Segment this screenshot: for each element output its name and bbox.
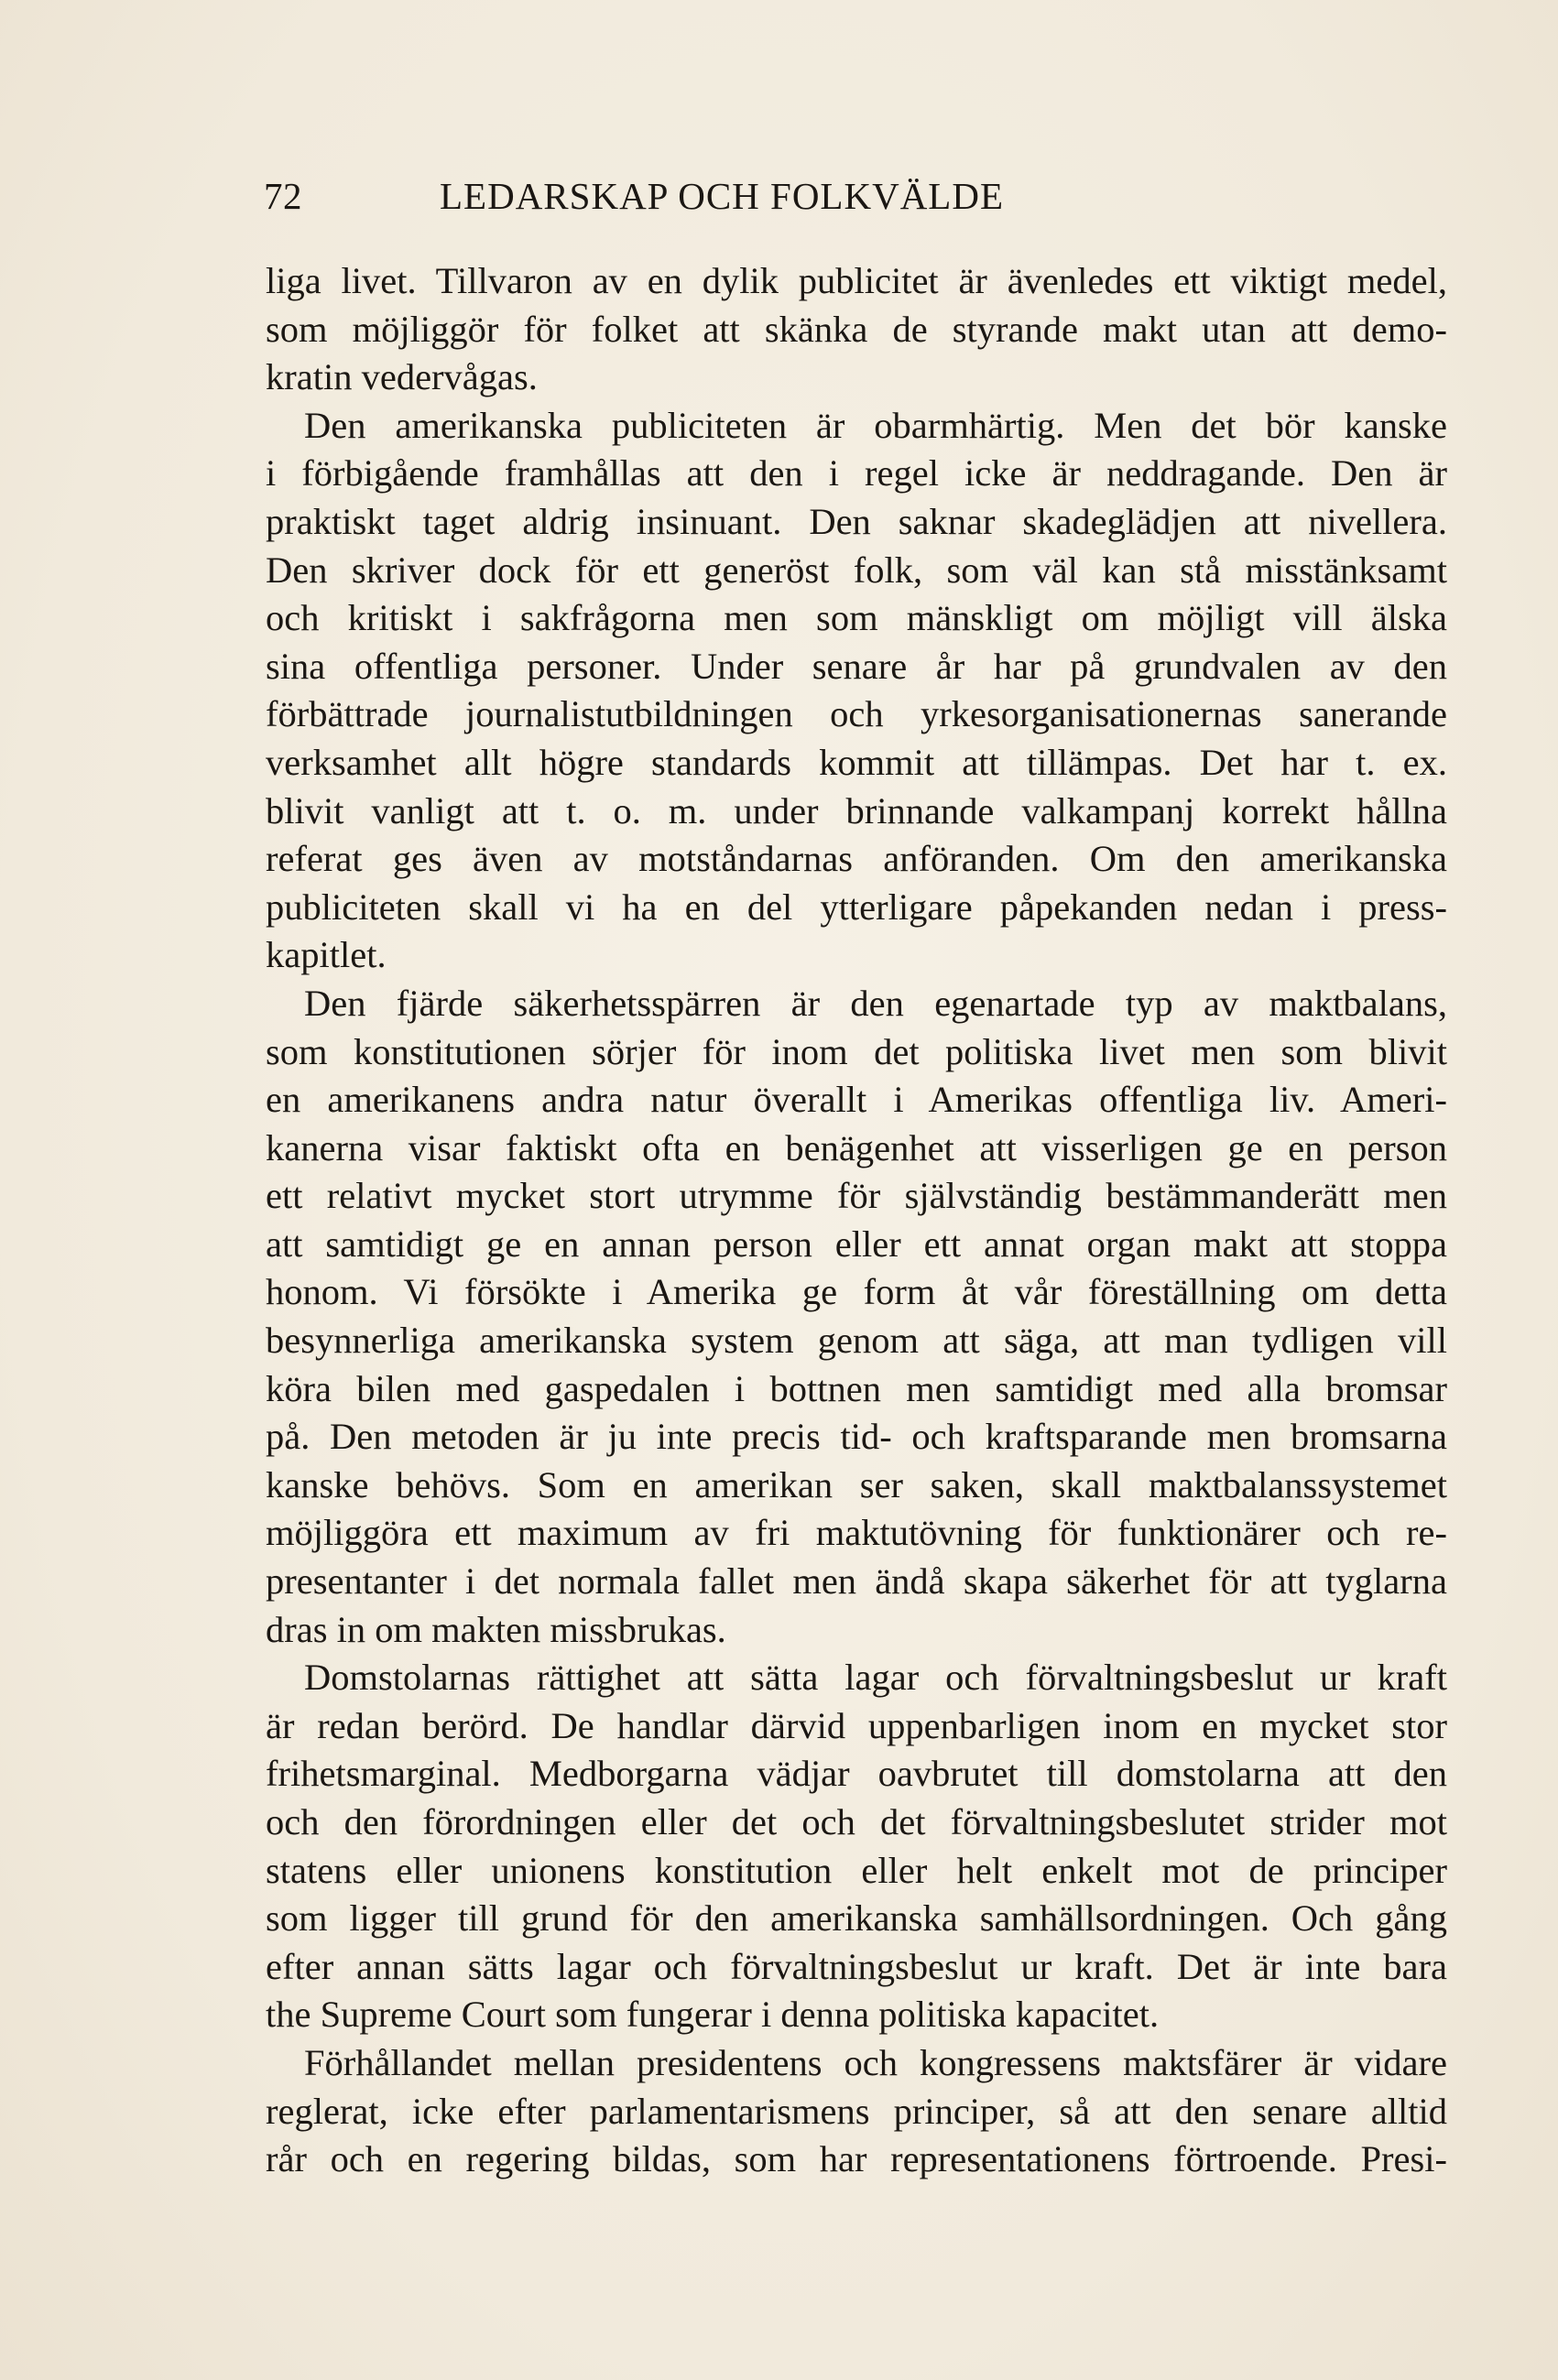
text-line: kanske behövs. Som en amerikan ser saken, skall maktbalanssystemet bbox=[266, 1463, 1447, 1505]
text-line: Den fjärde säkerhetsspärren är den egenartade typ av maktbalans, bbox=[304, 982, 1447, 1024]
text-line: rår och en regering bildas, som har representationens förtroende. Presi- bbox=[266, 2138, 1447, 2180]
page-header bbox=[264, 174, 1143, 229]
page-number: 72 bbox=[264, 175, 302, 217]
text-line: Den skriver dock för ett generöst folk, som väl kan stå misstänksamt bbox=[266, 549, 1447, 591]
text-line: verksamhet allt högre standards kommit att tillämpas. Det har t. ex. bbox=[266, 741, 1447, 783]
text-line: liga livet. Tillvaron av en dylik publicitet är ävenledes ett viktigt medel, bbox=[266, 260, 1447, 301]
text-line: presentanter i det normala fallet men ändå skapa säkerhet för att tyglarna bbox=[266, 1560, 1447, 1603]
text-line: som möjliggör för folket att skänka de styrande makt utan att demo- bbox=[266, 308, 1447, 350]
text-line: besynnerliga amerikanska system genom att säga, att man tydligen vill bbox=[266, 1320, 1447, 1362]
text-line: reglerat, icke efter parlamentarismens principer, så att den senare alltid bbox=[266, 2090, 1447, 2132]
body-text bbox=[266, 257, 1447, 2184]
text-line: kapitlet. bbox=[266, 934, 387, 976]
text-line: frihetsmarginal. Medborgarna vädjar oavbrutet till domstolarna att den bbox=[266, 1753, 1447, 1795]
text-line: sina offentliga personer. Under senare år har på grundvalen av den bbox=[266, 645, 1447, 687]
text-line: Den amerikanska publiciteten är obarmhärtig. Men det bör kanske bbox=[304, 404, 1447, 446]
text-line: publiciteten skall vi ha en del ytterligare påpekanden nedan i press- bbox=[266, 886, 1447, 928]
text-line: praktiskt taget aldrig insinuant. Den saknar skadeglädjen att nivellera. bbox=[266, 500, 1447, 542]
text-line: på. Den metoden är ju inte precis tid- och kraftsparande men bromsarna bbox=[266, 1416, 1447, 1458]
text-line: the Supreme Court som fungerar i denna politiska kapacitet. bbox=[266, 1994, 1160, 2036]
text-line: blivit vanligt att t. o. m. under brinnande valkampanj korrekt hållna bbox=[266, 789, 1447, 831]
text-line: Domstolarnas rättighet att sätta lagar och förvaltningsbeslut ur kraft bbox=[304, 1657, 1447, 1699]
text-line: efter annan sätts lagar och förvaltningsbeslut ur kraft. Det är inte bara bbox=[266, 1945, 1447, 1987]
text-line: honom. Vi försökte i Amerika ge form åt vår föreställning om detta bbox=[266, 1271, 1447, 1313]
text-line: köra bilen med gaspedalen i bottnen men samtidigt med alla bromsar bbox=[266, 1367, 1447, 1409]
text-line: är redan berörd. De handlar därvid uppenbarligen inom en mycket stor bbox=[266, 1704, 1447, 1746]
text-line: ett relativt mycket stort utrymme för självständig bestämmanderätt men bbox=[266, 1175, 1447, 1217]
text-line: som konstitutionen sörjer för inom det politiska livet men som blivit bbox=[266, 1030, 1447, 1072]
text-line: att samtidigt ge en annan person eller ett annat organ makt att stoppa bbox=[266, 1223, 1447, 1265]
text-line: kratin vedervågas. bbox=[266, 356, 538, 398]
running-head: LEDARSKAP OCH FOLKVÄLDE bbox=[440, 175, 1004, 217]
text-line: statens eller unionens konstitution eller helt enkelt mot de principer bbox=[266, 1849, 1447, 1891]
text-line: en amerikanens andra natur överallt i Amerikas offentliga liv. Ameri- bbox=[266, 1079, 1447, 1121]
text-line: kanerna visar faktiskt ofta en benägenhet att visserligen ge en person bbox=[266, 1126, 1447, 1168]
text-line: i förbigående framhållas att den i regel icke är neddragande. Den är bbox=[266, 452, 1447, 494]
text-line: referat ges även av motståndarnas anföranden. Om den amerikanska bbox=[266, 838, 1447, 880]
text-line: förbättrade journalistutbildningen och yrkesorganisationernas sanerande bbox=[266, 693, 1447, 735]
text-line: dras in om makten missbrukas. bbox=[266, 1608, 726, 1650]
text-line: och kritiskt i sakfrågorna men som mänskligt om möjligt vill älska bbox=[266, 597, 1447, 639]
text-line: möjliggöra ett maximum av fri maktutövning för funktionärer och re- bbox=[266, 1512, 1447, 1554]
text-line: Förhållandet mellan presidentens och kongressens maktsfärer är vidare bbox=[304, 2041, 1447, 2083]
text-line: som ligger till grund för den amerikanska samhällsordningen. Och gång bbox=[266, 1897, 1447, 1940]
text-line: och den förordningen eller det och det förvaltningsbeslutet strider mot bbox=[266, 1801, 1447, 1842]
